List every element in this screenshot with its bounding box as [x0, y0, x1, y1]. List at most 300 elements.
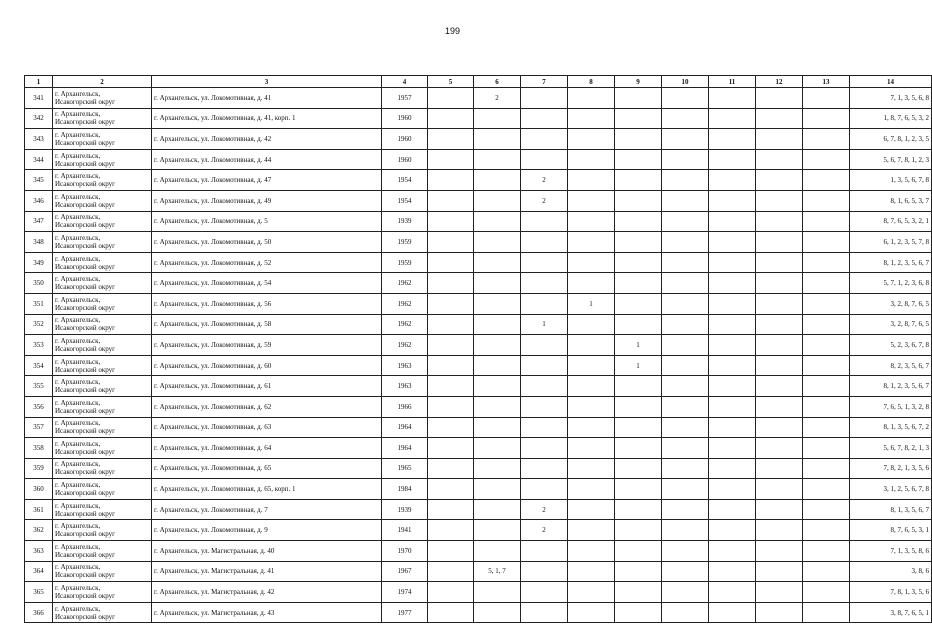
- column-12-cell: [756, 335, 803, 356]
- column-9-cell: [615, 232, 662, 253]
- column-12-cell: [756, 355, 803, 376]
- table-row: [25, 355, 932, 376]
- row-number: 343: [25, 129, 53, 150]
- column-14-cell: 1, 8, 7, 6, 5, 3, 2: [850, 108, 932, 129]
- address-cell: г. Архангельск, ул. Локомотивная, д. 56: [152, 293, 382, 314]
- column-7-cell: [521, 376, 568, 397]
- locality-cell: [53, 190, 152, 211]
- column-10-cell: [662, 149, 709, 170]
- table-row: [25, 273, 932, 294]
- column-11-cell: [709, 417, 756, 438]
- locality-cell: [53, 561, 152, 582]
- locality-district: Исакогорский округ: [55, 530, 116, 539]
- column-5-cell: [428, 314, 474, 335]
- column-8-cell: [568, 335, 615, 356]
- column-10-cell: [662, 314, 709, 335]
- column-9-cell: 1: [615, 335, 662, 356]
- column-12-cell: [756, 108, 803, 129]
- column-5-cell: [428, 190, 474, 211]
- row-number: 354: [25, 355, 53, 376]
- locality-cell: [53, 499, 152, 520]
- year-cell: 1957: [382, 88, 428, 109]
- row-number: 366: [25, 602, 53, 623]
- column-12-cell: [756, 232, 803, 253]
- locality-city: г. Архангельск,: [55, 378, 101, 387]
- year-cell: 1960: [382, 149, 428, 170]
- column-13-cell: [803, 458, 850, 479]
- column-9-cell: [615, 438, 662, 459]
- column-header-13: 13: [803, 76, 850, 88]
- column-11-cell: [709, 273, 756, 294]
- column-6-cell: [474, 273, 521, 294]
- address-cell: г. Архангельск, ул. Локомотивная, д. 59: [152, 335, 382, 356]
- row-number: 350: [25, 273, 53, 294]
- column-14-cell: 8, 1, 2, 3, 5, 6, 7: [850, 252, 932, 273]
- column-13-cell: [803, 582, 850, 603]
- column-5-cell: [428, 520, 474, 541]
- locality-cell: [53, 355, 152, 376]
- column-11-cell: [709, 438, 756, 459]
- locality-city: г. Архангельск,: [55, 130, 101, 139]
- column-6-cell: [474, 190, 521, 211]
- address-cell: г. Архангельск, ул. Магистральная, д. 43: [152, 602, 382, 623]
- locality-city: г. Архангельск,: [55, 563, 101, 572]
- column-5-cell: [428, 602, 474, 623]
- column-5-cell: [428, 88, 474, 109]
- locality-cell: [53, 458, 152, 479]
- locality-city: г. Архангельск,: [55, 439, 101, 448]
- locality-district: Исакогорский округ: [55, 283, 116, 292]
- address-cell: г. Архангельск, ул. Локомотивная, д. 41, корп. 1: [152, 108, 382, 129]
- column-9-cell: [615, 190, 662, 211]
- locality-city: г. Архангельск,: [55, 233, 101, 242]
- column-7-cell: [521, 293, 568, 314]
- column-14-cell: 8, 1, 6, 5, 3, 7: [850, 190, 932, 211]
- locality-cell: [53, 149, 152, 170]
- locality-city: г. Архангельск,: [55, 89, 101, 98]
- column-5-cell: [428, 170, 474, 191]
- column-6-cell: [474, 232, 521, 253]
- column-9-cell: [615, 520, 662, 541]
- column-5-cell: [428, 479, 474, 500]
- column-14-cell: 8, 7, 6, 5, 3, 2, 1: [850, 211, 932, 232]
- locality-cell: [53, 252, 152, 273]
- column-13-cell: [803, 499, 850, 520]
- column-10-cell: [662, 396, 709, 417]
- locality-city: г. Архангельск,: [55, 357, 101, 366]
- row-number: 359: [25, 458, 53, 479]
- table-row: [25, 520, 932, 541]
- locality-cell: [53, 479, 152, 500]
- year-cell: 1965: [382, 458, 428, 479]
- column-7-cell: [521, 438, 568, 459]
- table-row: [25, 314, 932, 335]
- column-10-cell: [662, 335, 709, 356]
- column-6-cell: [474, 479, 521, 500]
- address-cell: г. Архангельск, ул. Магистральная, д. 40: [152, 541, 382, 562]
- column-6-cell: [474, 396, 521, 417]
- column-5-cell: [428, 252, 474, 273]
- year-cell: 1959: [382, 232, 428, 253]
- column-14-cell: 7, 1, 3, 5, 6, 8: [850, 88, 932, 109]
- column-header-5: 5: [428, 76, 474, 88]
- locality-cell: [53, 438, 152, 459]
- column-6-cell: [474, 458, 521, 479]
- column-13-cell: [803, 88, 850, 109]
- column-5-cell: [428, 293, 474, 314]
- locality-district: Исакогорский округ: [55, 489, 116, 498]
- column-6-cell: [474, 293, 521, 314]
- column-12-cell: [756, 252, 803, 273]
- column-6-cell: [474, 335, 521, 356]
- column-5-cell: [428, 396, 474, 417]
- row-number: 357: [25, 417, 53, 438]
- column-5-cell: [428, 541, 474, 562]
- year-cell: 1941: [382, 520, 428, 541]
- column-9-cell: [615, 129, 662, 150]
- column-header-8: 8: [568, 76, 615, 88]
- column-12-cell: [756, 458, 803, 479]
- column-6-cell: [474, 520, 521, 541]
- column-7-cell: [521, 355, 568, 376]
- column-12-cell: [756, 541, 803, 562]
- column-6-cell: [474, 149, 521, 170]
- column-8-cell: [568, 458, 615, 479]
- locality-city: г. Архангельск,: [55, 584, 101, 593]
- locality-cell: [53, 293, 152, 314]
- column-header-14: 14: [850, 76, 932, 88]
- locality-district: Исакогорский округ: [55, 324, 116, 333]
- column-11-cell: [709, 314, 756, 335]
- column-10-cell: [662, 273, 709, 294]
- housing-table: [24, 75, 932, 623]
- column-6-cell: [474, 170, 521, 191]
- column-7-cell: [521, 108, 568, 129]
- column-header-11: 11: [709, 76, 756, 88]
- year-cell: 1939: [382, 499, 428, 520]
- column-12-cell: [756, 520, 803, 541]
- column-12-cell: [756, 211, 803, 232]
- column-6-cell: [474, 252, 521, 273]
- column-12-cell: [756, 273, 803, 294]
- column-9-cell: [615, 479, 662, 500]
- column-13-cell: [803, 108, 850, 129]
- column-11-cell: [709, 149, 756, 170]
- locality-cell: [53, 88, 152, 109]
- column-13-cell: [803, 293, 850, 314]
- locality-cell: [53, 273, 152, 294]
- table-row: [25, 438, 932, 459]
- column-7-cell: [521, 129, 568, 150]
- column-6-cell: [474, 602, 521, 623]
- column-7-cell: [521, 211, 568, 232]
- address-cell: г. Архангельск, ул. Локомотивная, д. 42: [152, 129, 382, 150]
- row-number: 341: [25, 88, 53, 109]
- row-number: 365: [25, 582, 53, 603]
- column-header-6: 6: [474, 76, 521, 88]
- column-9-cell: [615, 541, 662, 562]
- column-13-cell: [803, 541, 850, 562]
- locality-city: г. Архангельск,: [55, 172, 101, 181]
- table-row: [25, 252, 932, 273]
- column-12-cell: [756, 314, 803, 335]
- column-5-cell: [428, 149, 474, 170]
- column-8-cell: [568, 499, 615, 520]
- column-7-cell: 2: [521, 170, 568, 191]
- locality-district: Исакогорский округ: [55, 612, 116, 621]
- column-7-cell: [521, 335, 568, 356]
- column-7-cell: [521, 541, 568, 562]
- column-9-cell: [615, 499, 662, 520]
- locality-district: Исакогорский округ: [55, 180, 116, 189]
- column-13-cell: [803, 396, 850, 417]
- column-10-cell: [662, 602, 709, 623]
- column-7-cell: [521, 602, 568, 623]
- table-row: [25, 602, 932, 623]
- column-11-cell: [709, 108, 756, 129]
- column-10-cell: [662, 479, 709, 500]
- column-11-cell: [709, 458, 756, 479]
- row-number: 360: [25, 479, 53, 500]
- locality-city: г. Архангельск,: [55, 151, 101, 160]
- year-cell: 1962: [382, 314, 428, 335]
- table-row: [25, 458, 932, 479]
- column-13-cell: [803, 376, 850, 397]
- column-10-cell: [662, 108, 709, 129]
- locality-city: г. Архангельск,: [55, 316, 101, 325]
- table-row: [25, 417, 932, 438]
- column-6-cell: [474, 314, 521, 335]
- column-8-cell: [568, 438, 615, 459]
- column-8-cell: [568, 520, 615, 541]
- year-cell: 1963: [382, 355, 428, 376]
- row-number: 361: [25, 499, 53, 520]
- address-cell: г. Архангельск, ул. Локомотивная, д. 49: [152, 190, 382, 211]
- column-8-cell: [568, 582, 615, 603]
- locality-cell: [53, 582, 152, 603]
- column-5-cell: [428, 376, 474, 397]
- row-number: 344: [25, 149, 53, 170]
- column-11-cell: [709, 232, 756, 253]
- locality-cell: [53, 170, 152, 191]
- table-row: [25, 232, 932, 253]
- row-number: 347: [25, 211, 53, 232]
- column-14-cell: 8, 1, 2, 3, 5, 6, 7: [850, 376, 932, 397]
- column-14-cell: 3, 1, 2, 5, 6, 7, 8: [850, 479, 932, 500]
- column-12-cell: [756, 293, 803, 314]
- column-12-cell: [756, 396, 803, 417]
- locality-district: Исакогорский округ: [55, 406, 116, 415]
- locality-district: Исакогорский округ: [55, 386, 116, 395]
- row-number: 356: [25, 396, 53, 417]
- column-8-cell: [568, 396, 615, 417]
- address-cell: г. Архангельск, ул. Локомотивная, д. 5: [152, 211, 382, 232]
- column-7-cell: [521, 582, 568, 603]
- column-8-cell: [568, 561, 615, 582]
- column-7-cell: 1: [521, 314, 568, 335]
- column-5-cell: [428, 417, 474, 438]
- column-12-cell: [756, 561, 803, 582]
- year-cell: 1962: [382, 273, 428, 294]
- locality-city: г. Архангельск,: [55, 419, 101, 428]
- year-cell: 1959: [382, 252, 428, 273]
- table-row: [25, 479, 932, 500]
- column-10-cell: [662, 211, 709, 232]
- locality-district: Исакогорский округ: [55, 344, 116, 353]
- column-6-cell: [474, 499, 521, 520]
- column-7-cell: [521, 88, 568, 109]
- locality-district: Исакогорский округ: [55, 447, 116, 456]
- locality-district: Исакогорский округ: [55, 571, 116, 580]
- column-8-cell: [568, 108, 615, 129]
- column-13-cell: [803, 149, 850, 170]
- column-6-cell: [474, 541, 521, 562]
- column-6-cell: [474, 129, 521, 150]
- column-14-cell: 1, 3, 5, 6, 7, 8: [850, 170, 932, 191]
- column-header-2: 2: [53, 76, 152, 88]
- address-cell: г. Архангельск, ул. Локомотивная, д. 62: [152, 396, 382, 417]
- column-11-cell: [709, 211, 756, 232]
- year-cell: 1966: [382, 396, 428, 417]
- locality-city: г. Архангельск,: [55, 213, 101, 222]
- year-cell: 1960: [382, 129, 428, 150]
- column-11-cell: [709, 499, 756, 520]
- locality-district: Исакогорский округ: [55, 138, 116, 147]
- column-7-cell: [521, 232, 568, 253]
- column-9-cell: [615, 417, 662, 438]
- column-10-cell: [662, 232, 709, 253]
- column-8-cell: [568, 88, 615, 109]
- locality-cell: [53, 211, 152, 232]
- year-cell: 1970: [382, 541, 428, 562]
- column-13-cell: [803, 129, 850, 150]
- column-13-cell: [803, 355, 850, 376]
- address-cell: г. Архангельск, ул. Магистральная, д. 42: [152, 582, 382, 603]
- table-row: [25, 582, 932, 603]
- column-11-cell: [709, 561, 756, 582]
- address-cell: г. Архангельск, ул. Локомотивная, д. 63: [152, 417, 382, 438]
- column-12-cell: [756, 438, 803, 459]
- column-14-cell: 7, 8, 2, 1, 3, 5, 6: [850, 458, 932, 479]
- year-cell: 1967: [382, 561, 428, 582]
- column-11-cell: [709, 602, 756, 623]
- table-row: [25, 190, 932, 211]
- column-6-cell: 5, 1, 7: [474, 561, 521, 582]
- address-cell: г. Архангельск, ул. Локомотивная, д. 60: [152, 355, 382, 376]
- column-13-cell: [803, 479, 850, 500]
- address-cell: г. Архангельск, ул. Локомотивная, д. 50: [152, 232, 382, 253]
- column-14-cell: 3, 2, 8, 7, 6, 5: [850, 293, 932, 314]
- column-7-cell: 2: [521, 520, 568, 541]
- column-9-cell: [615, 211, 662, 232]
- column-11-cell: [709, 396, 756, 417]
- column-5-cell: [428, 499, 474, 520]
- address-cell: г. Архангельск, ул. Локомотивная, д. 65: [152, 458, 382, 479]
- column-6-cell: 2: [474, 88, 521, 109]
- locality-cell: [53, 108, 152, 129]
- column-11-cell: [709, 520, 756, 541]
- column-8-cell: [568, 190, 615, 211]
- row-number: 353: [25, 335, 53, 356]
- column-10-cell: [662, 129, 709, 150]
- column-13-cell: [803, 190, 850, 211]
- column-7-cell: 2: [521, 499, 568, 520]
- column-14-cell: 3, 8, 6: [850, 561, 932, 582]
- column-6-cell: [474, 355, 521, 376]
- column-10-cell: [662, 376, 709, 397]
- table-row: [25, 293, 932, 314]
- column-14-cell: 8, 2, 3, 5, 6, 7: [850, 355, 932, 376]
- year-cell: 1964: [382, 417, 428, 438]
- column-13-cell: [803, 211, 850, 232]
- column-8-cell: [568, 602, 615, 623]
- column-9-cell: [615, 170, 662, 191]
- column-12-cell: [756, 602, 803, 623]
- column-5-cell: [428, 232, 474, 253]
- column-12-cell: [756, 417, 803, 438]
- column-7-cell: [521, 273, 568, 294]
- column-6-cell: [474, 376, 521, 397]
- column-7-cell: [521, 396, 568, 417]
- row-number: 364: [25, 561, 53, 582]
- column-12-cell: [756, 170, 803, 191]
- table-row: [25, 88, 932, 109]
- locality-cell: [53, 602, 152, 623]
- address-cell: г. Архангельск, ул. Локомотивная, д. 44: [152, 149, 382, 170]
- row-number: 358: [25, 438, 53, 459]
- column-9-cell: 1: [615, 355, 662, 376]
- locality-cell: [53, 314, 152, 335]
- column-13-cell: [803, 335, 850, 356]
- column-7-cell: [521, 561, 568, 582]
- column-14-cell: 7, 6, 5, 1, 3, 2, 8: [850, 396, 932, 417]
- column-13-cell: [803, 252, 850, 273]
- column-13-cell: [803, 602, 850, 623]
- column-5-cell: [428, 438, 474, 459]
- locality-cell: [53, 335, 152, 356]
- column-9-cell: [615, 149, 662, 170]
- address-cell: г. Архангельск, ул. Локомотивная, д. 7: [152, 499, 382, 520]
- locality-district: Исакогорский округ: [55, 200, 116, 209]
- locality-district: Исакогорский округ: [55, 118, 116, 127]
- column-14-cell: 5, 2, 3, 6, 7, 8: [850, 335, 932, 356]
- column-14-cell: 7, 8, 1, 3, 5, 6: [850, 582, 932, 603]
- locality-district: Исакогорский округ: [55, 365, 116, 374]
- row-number: 352: [25, 314, 53, 335]
- locality-district: Исакогорский округ: [55, 468, 116, 477]
- locality-district: Исакогорский округ: [55, 159, 116, 168]
- year-cell: 1939: [382, 211, 428, 232]
- locality-cell: [53, 541, 152, 562]
- table-row: [25, 376, 932, 397]
- column-8-cell: [568, 355, 615, 376]
- column-13-cell: [803, 314, 850, 335]
- column-9-cell: [615, 602, 662, 623]
- locality-city: г. Архангельск,: [55, 336, 101, 345]
- table-row: [25, 211, 932, 232]
- locality-city: г. Архангельск,: [55, 398, 101, 407]
- column-header-12: 12: [756, 76, 803, 88]
- row-number: 355: [25, 376, 53, 397]
- column-11-cell: [709, 376, 756, 397]
- column-14-cell: 3, 2, 8, 7, 6, 5: [850, 314, 932, 335]
- locality-city: г. Архангельск,: [55, 481, 101, 490]
- locality-cell: [53, 417, 152, 438]
- column-5-cell: [428, 108, 474, 129]
- column-10-cell: [662, 499, 709, 520]
- address-cell: г. Архангельск, ул. Локомотивная, д. 58: [152, 314, 382, 335]
- column-10-cell: [662, 520, 709, 541]
